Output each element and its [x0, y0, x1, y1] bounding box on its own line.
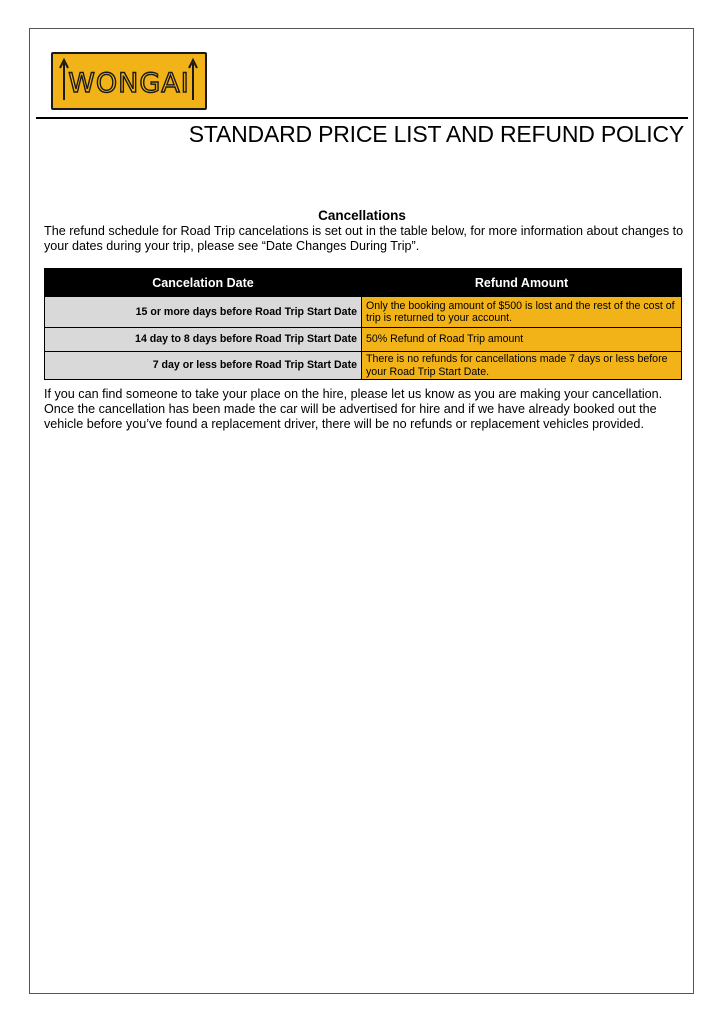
arrow-up-icon — [189, 60, 197, 100]
refund-amount-cell: There is no refunds for cancellations made 7 days or less before your Road Trip Start Date. — [362, 352, 682, 380]
cancelation-date-cell: 14 day to 8 days before Road Trip Start Date — [45, 328, 362, 352]
arrow-up-icon — [60, 60, 68, 100]
refund-table — [44, 268, 682, 380]
wongai-logo — [51, 52, 207, 110]
column-header-cancelation-date: Cancelation Date — [45, 269, 362, 297]
wongai-logo-graphic — [53, 54, 205, 108]
column-header-refund-amount: Refund Amount — [362, 269, 682, 297]
refund-table-header-row — [45, 269, 682, 297]
refund-amount-cell: Only the booking amount of $500 is lost and the rest of the cost of trip is returned to your account. — [362, 297, 682, 328]
page-border — [29, 28, 694, 994]
cancelation-date-cell: 15 or more days before Road Trip Start Date — [45, 297, 362, 328]
cancelation-date-cell: 7 day or less before Road Trip Start Date — [45, 352, 362, 380]
table-row — [45, 297, 682, 328]
logo-wordmark: WONGAI — [68, 68, 190, 99]
cancellations-heading: Cancellations — [318, 208, 406, 223]
page-title: STANDARD PRICE LIST AND REFUND POLICY — [188, 121, 684, 147]
table-row — [45, 328, 682, 352]
header-rule — [36, 117, 688, 119]
table-row — [45, 352, 682, 380]
refund-amount-cell: 50% Refund of Road Trip amount — [362, 328, 682, 352]
cancellations-intro: The refund schedule for Road Trip cancelations is set out in the table below, for more information about changes to your dates during your trip, please see “Date Changes During Trip”. — [44, 224, 684, 253]
cancellations-outro: If you can find someone to take your place on the hire, please let us know as you are making your cancellation. Once the cancellation has been made the car will be advertised for hire and if we have already booked out the vehicle before you’ve found a replacement driver, there will be no refunds or replacement vehicles provided. — [44, 387, 663, 431]
